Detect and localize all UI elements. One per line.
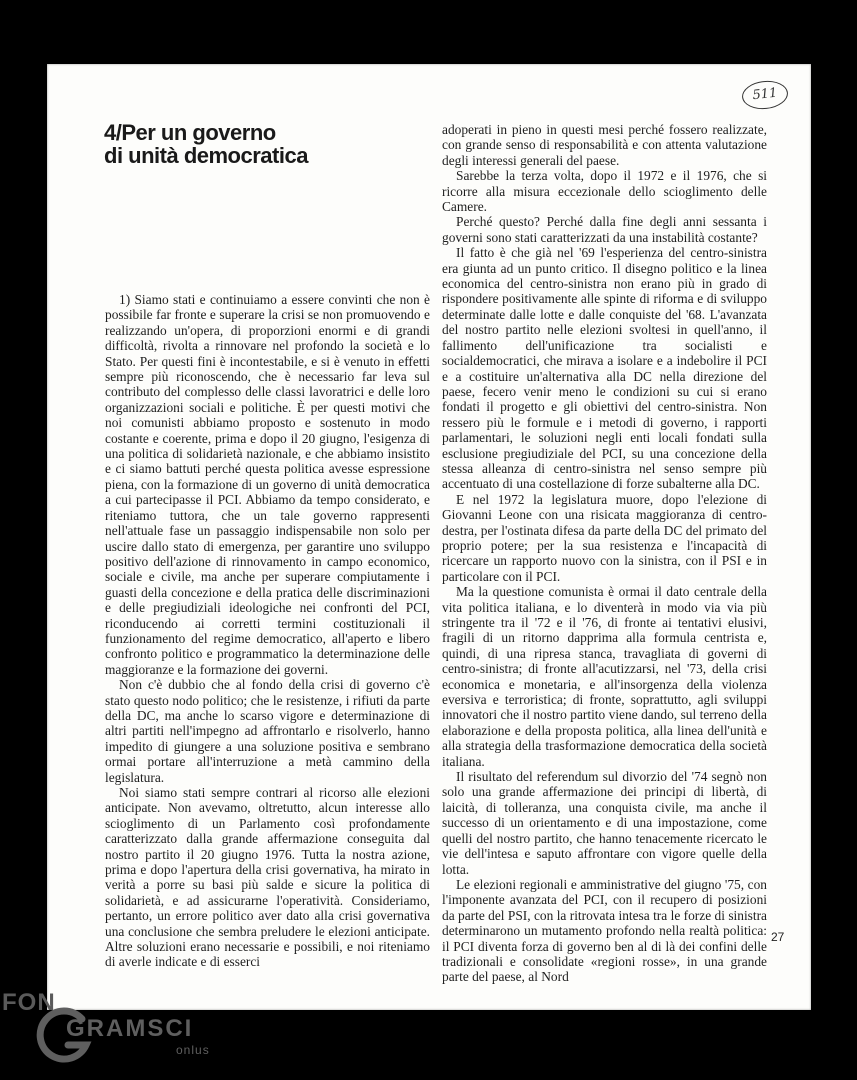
paragraph: Perché questo? Perché dalla fine degli anni sessanta i governi sono stati caratterizzati da una instabilità costante? [442,214,767,245]
watermark-suffix: onlus [176,1043,210,1057]
paragraph: Non c'è dubbio che al fondo della crisi di governo c'è stato questo nodo politico; che le resistenze, i rifiuti da parte della DC, ma anche lo scarso vigore e determinazione di altri partiti nell'impegno ad affrontarlo e risolverlo, hanno impedito di giungere a una soluzione positiva e sembrano ormai portare all'interruzione a metà cammino della legislatura. [105,677,430,785]
paragraph: Le elezioni regionali e amministrative del giugno '75, con l'imponente avanzata del PCI, con il recupero di posizioni da parte del PSI, con la ritrovata intesa tra le forze di sinistra determinarono un mutamento profondo nella realtà politica: il PCI diventa forza di governo ben al di là dei confini delle tradizionali e consolidate «regioni rosse», in una grande parte del paese, al Nord [442,876,767,985]
right-text-column [442,122,767,985]
scanned-page [47,64,811,1010]
paragraph: Il risultato del referendum sul divorzio del '74 segnò non solo una grande affermazione dei principi di libertà, di laicità, di tolleranza, una conquista civile, ma anche il successo di un orientamento e di una impostazione, come quelli del nostro partito, che hanno tenacemente ricercato le vie dell'intesa e saputo affrontare con vigore quelle della lotta. [442,769,767,877]
page-number: 27 [771,930,785,944]
paragraph: Noi siamo stati sempre contrari al ricorso alle elezioni anticipate. Non avevamo, oltretutto, alcun interesse allo scioglimento di un Parlamento così profondamente caratterizzato dalla grande affermazione conseguita dal nostro partito il 20 giugno 1976. Tutta la nostra azione, prima e dopo l'apertura della crisi governativa, ha mirato in verità a porre su basi più salde e sicure la politica di solidarietà, e ad assicurarne l'operatività. Consideriamo, pertanto, un errore politico aver dato alla crisi governativa una conclusione che sembra preludere le elezioni anticipate. Altre soluzioni erano necessarie e possibili, e noi riteniamo di averle indicate e di esserci [105,785,430,970]
paragraph: Il fatto è che già nel '69 l'esperienza del centro-sinistra era giunta ad un punto critico. Il disegno politico e la linea economica del centro-sinistra non erano più in grado di rispondere positivamente alle spinte di riforma e di sviluppo determinate dalle lotte e dalle conquiste del '68. L'avanzata del nostro partito nelle elezioni svoltesi in quell'anno, il fallimento dell'unificazione tra socialisti e socialdemocratici, che mirava a isolare e a indebolire il PCI e a costituire un'alternativa alla DC nella direzione del paese, fecero venir meno le condizioni su cui si erano fondati il progetto e gli obiettivi del centro-sinistra. Non ressero più le formule e i metodi di governo, i rapporti parlamentari, le soluzioni negli enti locali fondati sulla esclusione pregiudiziale del PCI, su una concezione della stessa alleanza di centro-sinistra nel senso sempre più accentuato di una costellazione di forze subalterne alla DC. [442,245,767,492]
chapter-title-line-2: di unità democratica [104,143,308,168]
chapter-title [104,121,404,167]
archive-page-stamp: 511 [741,79,790,112]
paragraph: Ma la questione comunista è ormai il dato centrale della vita politica italiana, e lo diventerà in modo via via più stringente tra il '72 e il '76, di fronte ai tentativi elusivi, fragili di un ritorno dapprima alla formula centrista e, quindi, di una ripresa stanca, travagliata di governi di centro-sinistra; di fronte all'acutizzarsi, nel '73, della crisi economica e monetaria, e all'insorgenza della violenza eversiva e terroristica; di fronte, soprattutto, agli sviluppi innovatori che il nostro partito viene dando, sul terreno della elaborazione e della proposta politica, alla linea dell'unità e alla strategia della trasformazione democratica della società italiana. [442,584,767,769]
gramsci-logo-icon [34,1005,94,1065]
left-text-column [105,292,430,970]
chapter-title-line-1: 4/Per un governo [104,120,276,145]
paragraph: E nel 1972 la legislatura muore, dopo l'elezione di Giovanni Leone con una risicata maggioranza di centro-destra, per l'ostinata difesa da parte della DC del primato del proprio potere; per la sua resistenza e l'incapacità di ricercare un rapporto nuovo con la sinistra, con il PSI e in particolare con il PCI. [442,491,767,584]
paragraph: Sarebbe la terza volta, dopo il 1972 e il 1976, che si ricorre alla misura eccezionale dello scioglimento delle Camere. [442,168,767,215]
paragraph: 1) Siamo stati e continuiamo a essere convinti che non è possibile far fronte e superare la crisi se non promuovendo e realizzando un'opera, di proporzioni enormi e di grandi difficoltà, rivolta a rinnovare nel profondo la società e lo Stato. Per questi fini è incontestabile, e si è venuto in effetti sempre più riconoscendo, che è necessario far leva sul contributo del complesso delle classi lavoratrici e delle loro organizzazioni sociali e politiche. È per questi motivi che noi comunisti abbiamo proposto e sostenuto in modo costante e coerente, prima e dopo il 20 giugno, l'esigenza di una politica di solidarietà nazionale, e che abbiamo insistito e ci siamo battuti perché questa politica avesse espressione piena, con la formazione di un governo di unità democratica a cui partecipasse il PCI. Abbiamo da tempo considerato, e riteniamo tuttora, che un tale governo rappresenti nell'attuale fase un passaggio indispensabile non solo per uscire dallo stato di emergenza, per garantire uno sviluppo positivo dell'azione di rinnovamento in campo economico, sociale e civile, ma anche per superare compiutamente i guasti della concezione e della pratica delle discriminazioni e delle pregiudiziali ideologiche nei confronti del PCI, riconducendo ai corretti termini costituzionali il funzionamento del regime democratico, all'aperto e libero confronto politico e programmatico la determinazione delle maggioranze e la formazione dei governi. [105,292,430,677]
paragraph: adoperati in pieno in questi mesi perché fossero realizzate, con grande senso di responsabilità e con attenta valutazione degli interessi generali del paese. [442,122,767,168]
watermark-name: GRAMSCI [66,1015,194,1042]
watermark-prefix: FON [2,989,56,1016]
